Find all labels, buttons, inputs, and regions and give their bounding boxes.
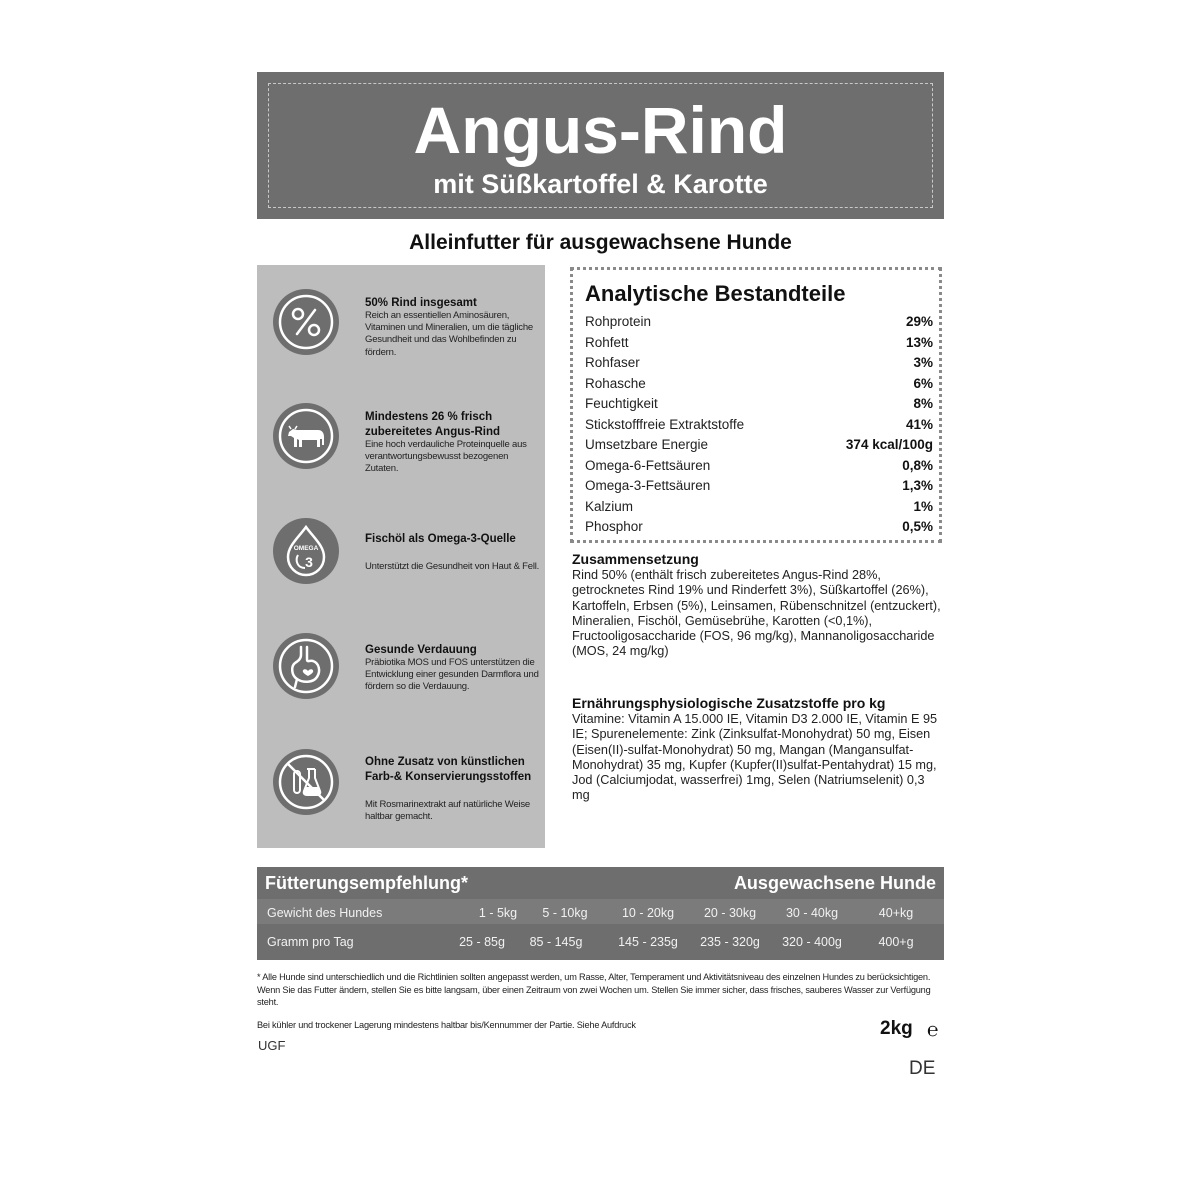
analytics-row bbox=[585, 517, 933, 537]
table-cell: 20 - 30kg bbox=[703, 906, 757, 920]
analytics-row bbox=[585, 497, 933, 517]
analytics-row bbox=[585, 476, 933, 496]
features-panel bbox=[257, 265, 545, 848]
table-cell: 40+kg bbox=[878, 906, 914, 920]
analytics-row bbox=[585, 394, 933, 414]
table-row bbox=[257, 899, 944, 927]
feeding-footnote: * Alle Hunde sind unterschiedlich und die Richtlinien sollten angepasst werden, um Rasse, Alter, Temperament und Aktivitätsniveau des einzelnen Hundes zu berücksichtigen. Wenn Sie das Futter ändern, stellen Sie es bitte langsam, über einen Zeitraum von zwei Wochen um. Stellen Sie immer sicher, dass frisches, sauberes Wasser zur Verfügung steht. bbox=[257, 972, 931, 1007]
estimated-sign: ℮ bbox=[927, 1020, 939, 1041]
table-cell: 85 - 145g bbox=[529, 935, 583, 949]
analytics-name: Rohasche bbox=[585, 375, 646, 391]
analytics-row bbox=[585, 353, 933, 373]
analytics-name: Stickstofffreie Extraktstoffe bbox=[585, 416, 745, 432]
analytics-value: 374 kcal/100g bbox=[845, 437, 933, 452]
analytics-value: 29% bbox=[905, 314, 933, 329]
row-label: Gramm pro Tag bbox=[267, 935, 354, 949]
analytics-title: Analytische Bestandteile bbox=[585, 281, 846, 306]
omega-label: OMEGA bbox=[293, 545, 319, 552]
table-cell: 30 - 40kg bbox=[785, 906, 839, 920]
feature-description: Präbiotika MOS und FOS unterstützen die Entwicklung einer gesunden Darmflora und fördern so die Verdauung. bbox=[365, 657, 539, 693]
product-header-banner bbox=[257, 72, 944, 219]
additives-title: Ernährungsphysiologische Zusatzstoffe pro kg bbox=[572, 695, 886, 711]
composition-title: Zusammensetzung bbox=[572, 551, 699, 567]
additives-text: Vitamine: Vitamin A 15.000 IE, Vitamin D3 2.000 IE, Vitamin E 95 IE; Spurenelemente: Zink (Zinksulfat-Monohydrat) 50 mg, Eisen (Eisen(II)-sulfat-Monohydrat) 50 mg, Mangan (Mangansulfat-Monohydrat) 35 mg, Kupfer (Kupfer(II)sulfat-Pentahydrat) 15 mg, Jod (Calciumjodat, wasserfrei) 1mg, Selen (Natriumselenit) 0,3 mg bbox=[572, 712, 938, 803]
analytics-name: Phosphor bbox=[585, 519, 643, 534]
analytics-name: Rohfaser bbox=[585, 355, 640, 370]
feature-title: Mindestens 26 % frisch zubereitetes Angus-Rind bbox=[365, 411, 501, 438]
table-cell: 5 - 10kg bbox=[542, 906, 588, 920]
feature-title: Ohne Zusatz von künstlichen Farb-& Konservierungsstoffen bbox=[365, 756, 532, 783]
omega-number: 3 bbox=[305, 554, 313, 570]
feature-description: Unterstützt die Gesundheit von Haut & Fell. bbox=[365, 561, 540, 572]
analytics-name: Umsetzbare Energie bbox=[585, 437, 709, 452]
table-cell: 1 - 5kg bbox=[478, 906, 518, 920]
feature-title: Gesunde Verdauung bbox=[365, 644, 477, 656]
analytics-row bbox=[585, 435, 933, 455]
cattle-icon bbox=[271, 401, 341, 471]
feeding-target-group: Ausgewachsene Hunde bbox=[733, 873, 936, 893]
analytics-value: 41% bbox=[905, 416, 933, 432]
language-code: DE bbox=[909, 1058, 936, 1079]
table-cell: 400+g bbox=[878, 935, 914, 949]
omega-3-drop-icon bbox=[271, 516, 341, 586]
analytics-value: 0,8% bbox=[902, 457, 933, 473]
analytics-name: Rohfett bbox=[585, 334, 629, 350]
product-subtitle: mit Süßkartoffel & Karotte bbox=[433, 169, 768, 199]
analytics-name: Rohprotein bbox=[585, 314, 652, 329]
no-chemicals-icon bbox=[271, 747, 341, 817]
analytics-row bbox=[585, 312, 933, 332]
analytical-constituents-box bbox=[570, 267, 942, 543]
table-row bbox=[257, 924, 944, 960]
analytics-value: 1% bbox=[913, 498, 933, 514]
feature-title: 50% Rind insgesamt bbox=[365, 297, 477, 309]
feature-description: Reich an essentiellen Aminosäuren, Vitaminen und Mineralien, um die tägliche Gesundheit und das Wohlbefinden zu fördern. bbox=[365, 310, 534, 358]
stomach-icon bbox=[271, 631, 341, 701]
row-label: Gewicht des Hundes bbox=[267, 906, 383, 920]
analytics-name: Omega-3-Fettsäuren bbox=[585, 478, 711, 493]
feature-title: Fischöl als Omega-3-Quelle bbox=[365, 533, 516, 545]
analytics-row bbox=[585, 415, 933, 435]
table-cell: 320 - 400g bbox=[782, 935, 842, 949]
feeding-recommendation-table bbox=[257, 867, 944, 960]
product-title: Angus-Rind bbox=[413, 93, 788, 167]
analytics-name: Feuchtigkeit bbox=[585, 396, 658, 411]
analytics-value: 1,3% bbox=[902, 478, 933, 493]
storage-note: Bei kühler und trockener Lagerung mindestens haltbar bis/Kennummer der Partie. Siehe Aufdruck bbox=[257, 1020, 636, 1030]
percent-icon bbox=[271, 287, 341, 357]
feeding-header bbox=[257, 867, 944, 899]
analytics-row bbox=[585, 374, 933, 394]
feature-description: Eine hoch verdauliche Proteinquelle aus verantwortungsbewusst bezogenen Zutaten. bbox=[365, 439, 527, 475]
analytics-row bbox=[585, 456, 933, 476]
table-cell: 10 - 20kg bbox=[621, 906, 675, 920]
composition-text: Rind 50% (enthält frisch zubereitetes Angus-Rind 28%, getrocknetes Rind 19% und Rinderfett 3%), Süßkartoffel (26%), Kartoffeln, Erbsen (5%), Leinsamen, Rübenschnitzel (entzuckert), Mineralien, Fischöl, Gemüsebrühe, Karotten (<0,1%), Fructooligosaccharide (FOS, 96 mg/kg), Mannanoligosaccharide (MOS, 24 mg/kg) bbox=[572, 568, 941, 659]
analytics-name: Omega-6-Fettsäuren bbox=[585, 457, 711, 473]
brand-code: UGF bbox=[258, 1038, 286, 1053]
analytics-value: 0,5% bbox=[902, 519, 933, 534]
net-weight: 2kg bbox=[880, 1018, 913, 1039]
analytics-name: Kalzium bbox=[585, 498, 634, 514]
product-tagline: Alleinfutter für ausgewachsene Hunde bbox=[409, 231, 792, 254]
analytics-value: 6% bbox=[913, 375, 933, 391]
feature-description: Mit Rosmarinextrakt auf natürliche Weise haltbar gemacht. bbox=[365, 799, 530, 823]
analytics-value: 8% bbox=[913, 396, 933, 411]
analytics-value: 13% bbox=[905, 334, 933, 350]
analytics-value: 3% bbox=[913, 355, 933, 370]
feeding-title: Fütterungsempfehlung* bbox=[265, 873, 468, 893]
table-cell: 25 - 85g bbox=[459, 935, 505, 949]
table-cell: 145 - 235g bbox=[618, 935, 678, 949]
analytics-row bbox=[585, 333, 933, 353]
table-cell: 235 - 320g bbox=[700, 935, 760, 949]
